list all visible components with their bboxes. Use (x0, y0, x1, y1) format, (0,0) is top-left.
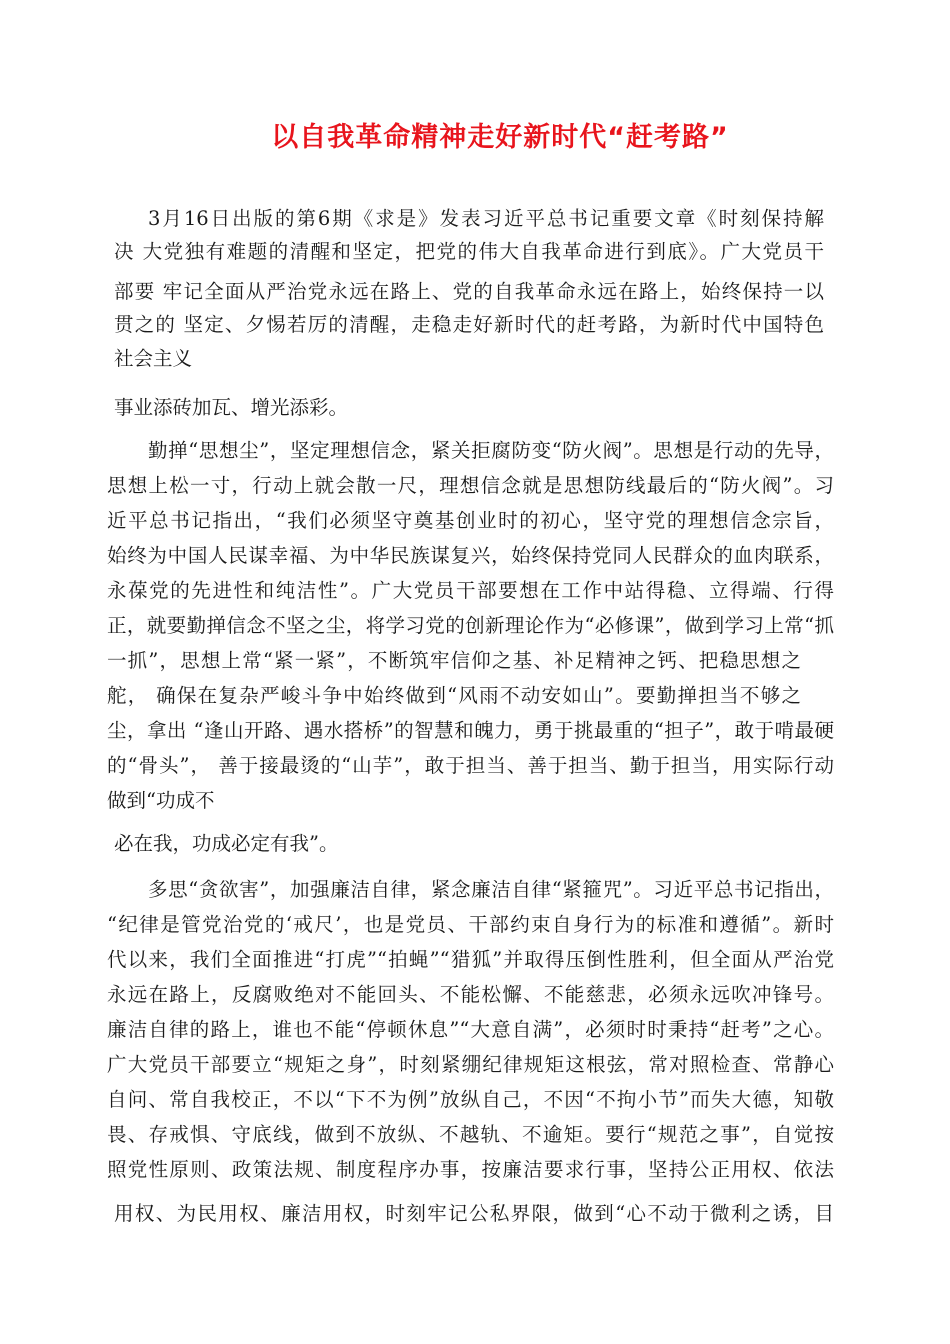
text-line: “纪律是管党治党的‘戒尺’，也是党员、干部约束自身行为的标准和遵循”。新时 (107, 913, 834, 936)
text-line: 尘，拿出 “逢山开路、遇水搭桥”的智慧和魄力，勇于挑最重的“担子”，敢于啃最硬 (107, 719, 834, 742)
document-title: 以自我革命精神走好新时代“赶考路” (271, 122, 729, 153)
text-line: 舵， 确保在复杂严峻斗争中始终做到“风雨不动安如山”。要勤掸担当不够之 (107, 684, 801, 707)
text-line: 社会主义 (114, 347, 193, 370)
text-line: 的“骨头”， 善于接最烫的“山芋”，敢于担当、善于担当、勤于担当，用实际行动 (107, 754, 834, 777)
text-line: 思想上松一寸，行动上就会散一尺，理想信念就是思想防线最后的“防火阀”。习 (107, 474, 834, 497)
text-line: 始终为中国人民谋幸福、为中华民族谋复兴，始终保持党同人民群众的血肉联系， (107, 544, 834, 567)
text-line: 做到“功成不 (107, 789, 215, 812)
text-line: 多思“贪欲害”，加强廉洁自律，紧念廉洁自律“紧箍咒”。习近平总书记指出， (148, 878, 834, 901)
text-line: 决 大党独有难题的清醒和坚定，把党的伟大自我革命进行到底》。广大党员干 (114, 240, 824, 263)
text-line: 自问、常自我校正，不以“下不为例”放纵自己，不因“不拘小节”而失大德，知敬 (107, 1088, 834, 1111)
text-line: 必在我，功成必定有我”。 (114, 832, 339, 855)
text-line: 3月16日出版的第6期《求是》发表习近平总书记重要文章《时刻保持解 (148, 207, 824, 230)
text-line: 永远在路上，反腐败绝对不能回头、不能松懈、不能慈悲，必须永远吹冲锋号。 (107, 983, 834, 1006)
text-line: 畏、存戒惧、守底线，做到不放纵、不越轨、不逾矩。要行“规范之事”，自觉按 (107, 1123, 834, 1146)
text-line: 事业添砖加瓦、增光添彩。 (114, 396, 349, 419)
text-line: 代以来，我们全面推进“打虎”“拍蝇”“猎狐”并取得压倒性胜利，但全面从严治党 (107, 948, 834, 971)
text-line: 照党性原则、政策法规、制度程序办事，按廉洁要求行事，坚持公正用权、依法 (107, 1158, 834, 1181)
text-line: 贯之的 坚定、夕惕若厉的清醒，走稳走好新时代的赶考路，为新时代中国特色 (114, 313, 824, 336)
text-line: 一抓”，思想上常“紧一紧”，不断筑牢信仰之基、补足精神之钙、把稳思想之 (107, 649, 801, 672)
text-line: 广大党员干部要立“规矩之身”，时刻紧绷纪律规矩这根弦，常对照检查、常静心 (107, 1053, 834, 1076)
text-line: 近平总书记指出，“我们必须坚守奠基创业时的初心，坚守党的理想信念宗旨， (107, 509, 834, 532)
text-line: 勤掸“思想尘”，坚定理想信念，紧关拒腐防变“防火阀”。思想是行动的先导， (148, 439, 834, 462)
text-line: 用权、为民用权、廉洁用权，时刻牢记公私界限，做到“心不动于微利之诱，目 (114, 1202, 834, 1225)
text-line: 廉洁自律的路上，谁也不能“停顿休息”“大意自满”，必须时时秉持“赶考”之心。 (107, 1018, 834, 1041)
text-line: 正，就要勤掸信念不坚之尘，将学习党的创新理论作为“必修课”，做到学习上常“抓 (107, 614, 834, 637)
text-line: 部要 牢记全面从严治党永远在路上、党的自我革命永远在路上，始终保持一以 (114, 280, 824, 303)
text-line: 永葆党的先进性和纯洁性”。广大党员干部要想在工作中站得稳、立得端、行得 (107, 579, 834, 602)
